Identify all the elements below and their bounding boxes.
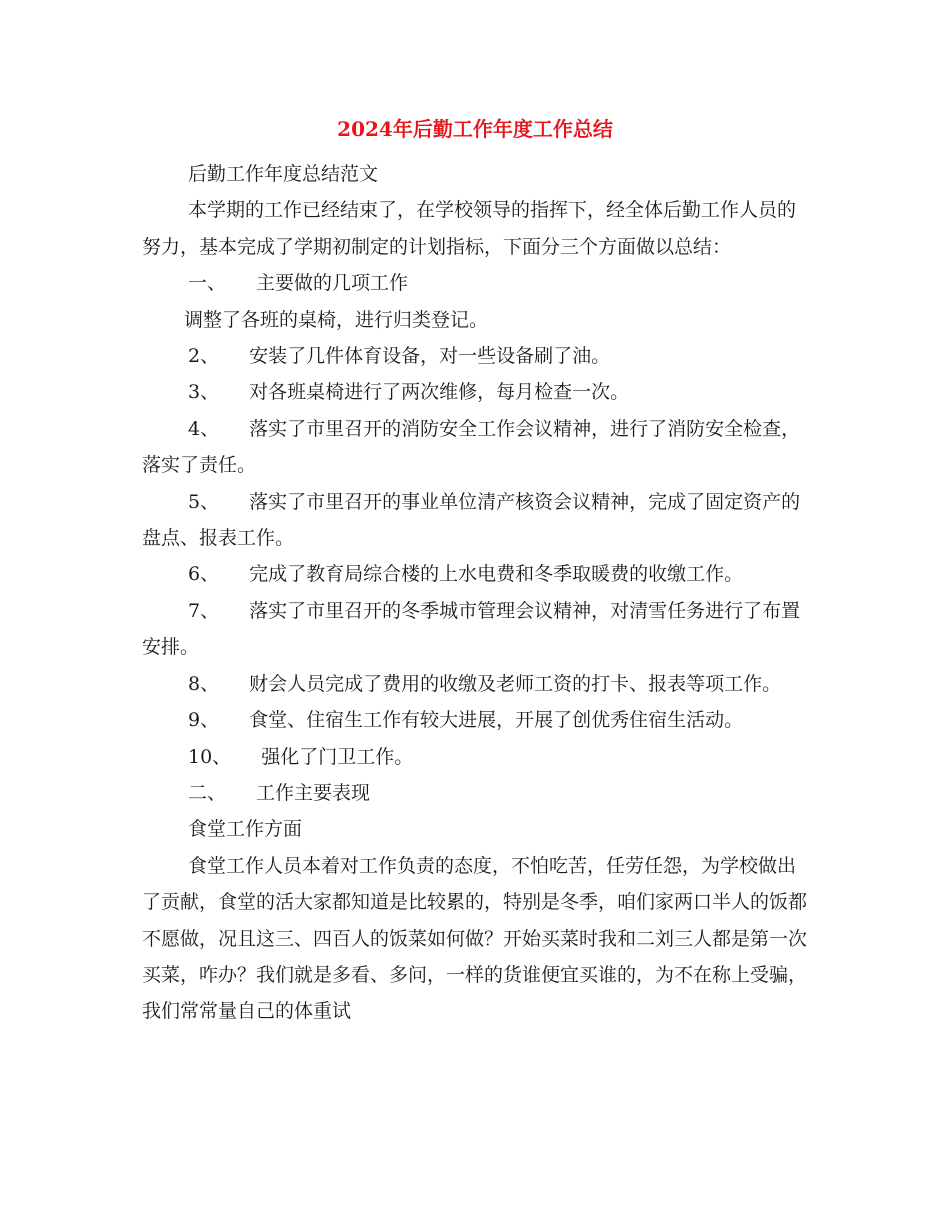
section-heading-1 — [142, 265, 810, 301]
list-item-text: 落实了市里召开的冬季城市管理会议精神，对清雪任务进行了布置安排。 — [142, 599, 801, 659]
list-item — [142, 374, 810, 410]
list-item-number: 5、 — [188, 490, 220, 513]
list-item-number: 6、 — [188, 563, 220, 586]
list-item-number: 7、 — [188, 599, 220, 622]
list-item — [142, 739, 810, 775]
list-item — [142, 666, 810, 702]
intro-paragraph: 本学期的工作已经结束了，在学校领导的指挥下，经全体后勤工作人员的努力，基本完成了学期初制定的计划指标，下面分三个方面做以总结： — [142, 199, 797, 258]
document-subtitle: 后勤工作年度总结范文 — [188, 163, 379, 185]
list-item-text: 对各班桌椅进行了两次维修，每月检查一次。 — [249, 381, 630, 404]
section-number-1: 一、 — [188, 272, 227, 295]
list-item-text: 完成了教育局综合楼的上水电费和冬季取暖费的收缴工作。 — [249, 563, 744, 586]
section-title-1: 主要做的几项工作 — [256, 272, 409, 295]
document-body — [142, 156, 810, 1030]
list-item-text: 强化了门卫工作。 — [261, 745, 414, 768]
section-number-2: 二、 — [188, 781, 227, 804]
list-item-number: 4、 — [188, 417, 220, 440]
list-item-text: 落实了市里召开的消防安全工作会议精神，进行了消防安全检查，落实了责任。 — [142, 417, 801, 477]
canteen-paragraph: 食堂工作人员本着对工作负责的态度，不怕吃苦，任劳任怨，为学校做出了贡献，食堂的活大家都知道是比较累的，特别是冬季，咱们家两口半人的饭都不愿做，况且这三、四百人的饭菜如何做？开始买菜时我和二刘三人都是第一次买菜，咋办？我们就是多看、多问，一样的货谁便宜买谁的，为不在称上受骗，我们常常量自己的体重试 — [142, 854, 808, 1023]
list-item-number: 8、 — [188, 672, 220, 695]
list-item — [142, 411, 810, 484]
list-item-text: 食堂、住宿生工作有较大进展，开展了创优秀住宿生活动。 — [249, 709, 744, 732]
section-title-2: 工作主要表现 — [256, 781, 371, 804]
list-item — [142, 484, 810, 557]
list-item — [142, 338, 810, 374]
list-item-1: 调整了各班的桌椅，进行归类登记。 — [184, 308, 489, 331]
list-item — [142, 556, 810, 592]
list-item — [142, 593, 810, 666]
list-item-number: 2、 — [188, 345, 220, 368]
canteen-heading: 食堂工作方面 — [188, 818, 303, 841]
document-title: 2024年后勤工作年度工作总结 — [337, 117, 613, 141]
list-item-number: 3、 — [188, 381, 220, 404]
list-item-text: 安装了几件体育设备，对一些设备刷了油。 — [249, 345, 611, 368]
list-item-number: 9、 — [188, 709, 220, 732]
list-item-text: 财会人员完成了费用的收缴及老师工资的打卡、报表等项工作。 — [249, 672, 782, 695]
list-item-number: 10、 — [188, 745, 232, 768]
section-heading-2 — [142, 775, 810, 811]
list-item-text: 落实了市里召开的事业单位清产核资会议精神，完成了固定资产的盘点、报表工作。 — [142, 490, 801, 550]
list-item — [142, 702, 810, 738]
